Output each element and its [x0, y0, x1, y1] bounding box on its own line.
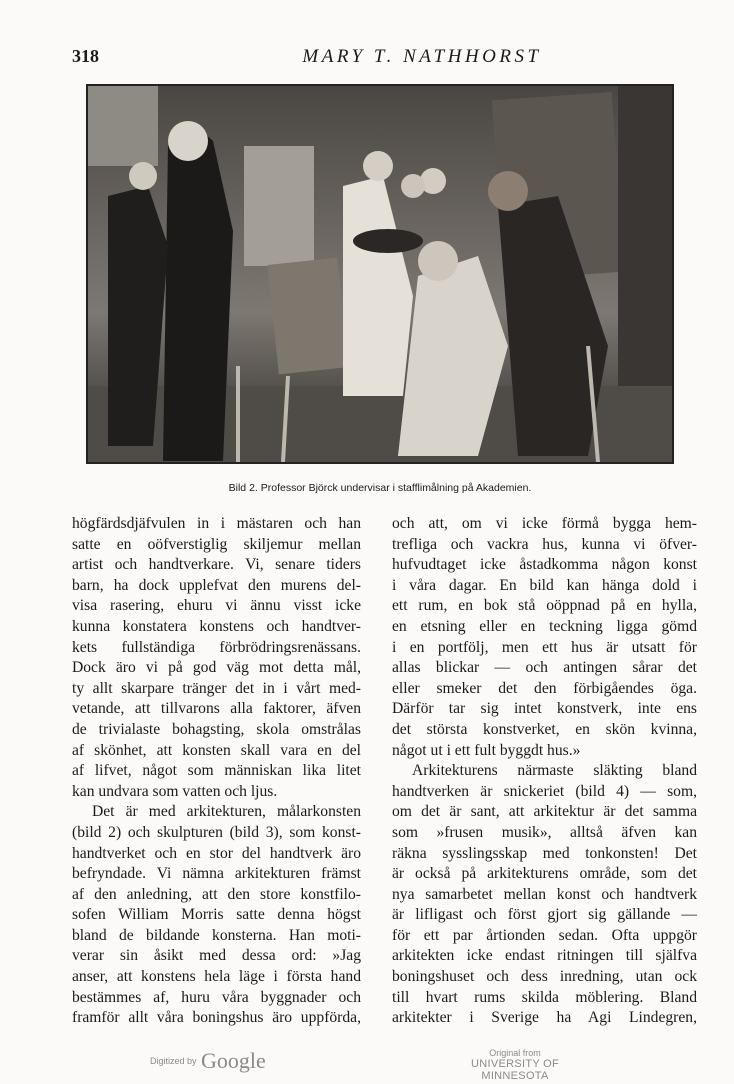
text-line: om det är sant, att arkitektur är det samma: [392, 803, 697, 821]
text-line: i en portfölj, men ett hus är utsatt för: [392, 638, 697, 656]
text-line: visa rasering, ehuru vi ännu visst icke: [72, 597, 361, 615]
text-line: arkitekter i Sverige ha Agi Lindegren,: [392, 1009, 697, 1027]
text-line: är lifligast och först gjort sig gällande —: [392, 906, 697, 924]
text-line: af lifvet, något som människan lika litet: [72, 762, 361, 780]
left-column: [72, 514, 361, 1029]
text-line: i våra dagar. En bild kan hänga dold i: [392, 576, 697, 594]
original-from-notice: [440, 1048, 590, 1082]
text-line: arkitekten icke endast ritningen till själfva: [392, 947, 697, 965]
digitized-by-google: [150, 1048, 266, 1074]
text-line: och att, om vi icke förmå bygga hem-: [392, 515, 697, 532]
text-line: boningshuset och dess inredning, utan ock: [392, 968, 697, 986]
text-line: kan undvara som vatten och ljus.: [72, 782, 278, 800]
text-line: barn, ha dock upplefvat den murens del-: [72, 576, 361, 594]
text-line: Arkitekturens närmaste släkting bland: [412, 762, 697, 780]
page-header: [72, 44, 672, 74]
text-line: satte en oöfverstiglig skiljemur mellan: [72, 535, 361, 553]
photo-illustration: [88, 86, 672, 462]
text-line: ett rum, en bok stå oöppnad på en hylla,: [392, 597, 697, 615]
text-line: artist och handtverkare. Vi, senare tiders: [72, 556, 361, 574]
text-line: verar sin åsikt med dessa ord: »Jag: [72, 947, 361, 965]
text-line: eller smeker det den förbigåendes öga.: [392, 679, 697, 697]
text-line: bestämmes af, huru våra byggnader och: [72, 988, 361, 1006]
running-title: MARY T. NATHHORST: [302, 46, 542, 67]
text-line: vetande, att tillvarons alla faktorer, äfven: [72, 700, 361, 718]
text-line: kets fullständiga förbrödringsrenässans.: [72, 638, 361, 656]
text-line: högfärdsdjäfvulen in i mästaren och han: [72, 515, 361, 532]
text-line: räkna sysslingsskap med tonkonsten! Det: [392, 844, 697, 862]
text-line: Det är med arkitekturen, målarkonsten: [92, 803, 361, 821]
text-line: framför allt våra boningshus äro uppförda,: [72, 1009, 361, 1027]
text-line: handtverken är snickeriet (bild 4) — som,: [392, 782, 697, 800]
text-line: anser, att konstens hela läge i första hand: [72, 968, 361, 986]
text-line: af den anledning, att den store konstfilo-: [72, 885, 361, 903]
text-line: (bild 2) och skulpturen (bild 3), som konst-: [72, 823, 361, 841]
text-line: befryndade. Vi nämna arkitekturen främst: [72, 865, 361, 883]
text-line: till hvart rums skilda möblering. Bland: [392, 988, 697, 1006]
page-number: 318: [72, 46, 99, 66]
text-line: handtverket och en stor del handtverk äro: [72, 844, 361, 862]
text-line: trefliga och vackra hus, kunna vi öfver-: [392, 535, 697, 553]
text-line: allas blickar — och antingen sårar det: [392, 659, 697, 677]
text-line: kunna konstatera konstens och handtver-: [72, 617, 361, 635]
text-line: sofen William Morris satte denna högst: [72, 906, 361, 924]
text-line: ty allt skarpare tränger det in i vårt med-: [72, 679, 361, 697]
text-line: bland de bildande konsterna. Han moti-: [72, 926, 361, 944]
right-column: [392, 514, 697, 1029]
text-line: hufvudtaget icke åstadkomma någon konst: [392, 556, 697, 574]
university-name: UNIVERSITY OF MINNESOTA: [470, 1058, 560, 1082]
text-line: Därför tar sig intet konstverk, inte ens: [392, 700, 697, 718]
google-logo: Google: [200, 1048, 266, 1073]
text-line: de trivialaste bohagsting, skola omstrålas: [72, 720, 361, 738]
figure-caption: Bild 2. Professor Björck undervisar i stafflimålning på Akademien.: [228, 482, 532, 494]
original-from-label: Original from: [489, 1048, 541, 1058]
digitized-by-label: Digitized by: [150, 1056, 197, 1066]
text-line: Dock äro vi på god väg mot detta mål,: [72, 659, 361, 677]
text-line: nya samarbetet mellan konst och handtverk: [392, 885, 697, 903]
text-line: en etsning eller en teckning ligga gömd: [392, 617, 697, 635]
text-line: är också på arkitekturens område, som det: [392, 865, 697, 883]
text-line: af skönhet, att konsten skall vara en del: [72, 741, 361, 759]
text-line: något ut i ett fult byggdt hus.»: [392, 741, 581, 759]
text-line: som »frusen musik», alltså äfven kan: [392, 823, 697, 841]
text-line: för ett par årtionden sedan. Ofta uppgör: [392, 926, 697, 944]
studio-photograph: [86, 84, 674, 464]
text-line: det största konstverket, en skön kvinna,: [392, 720, 697, 738]
